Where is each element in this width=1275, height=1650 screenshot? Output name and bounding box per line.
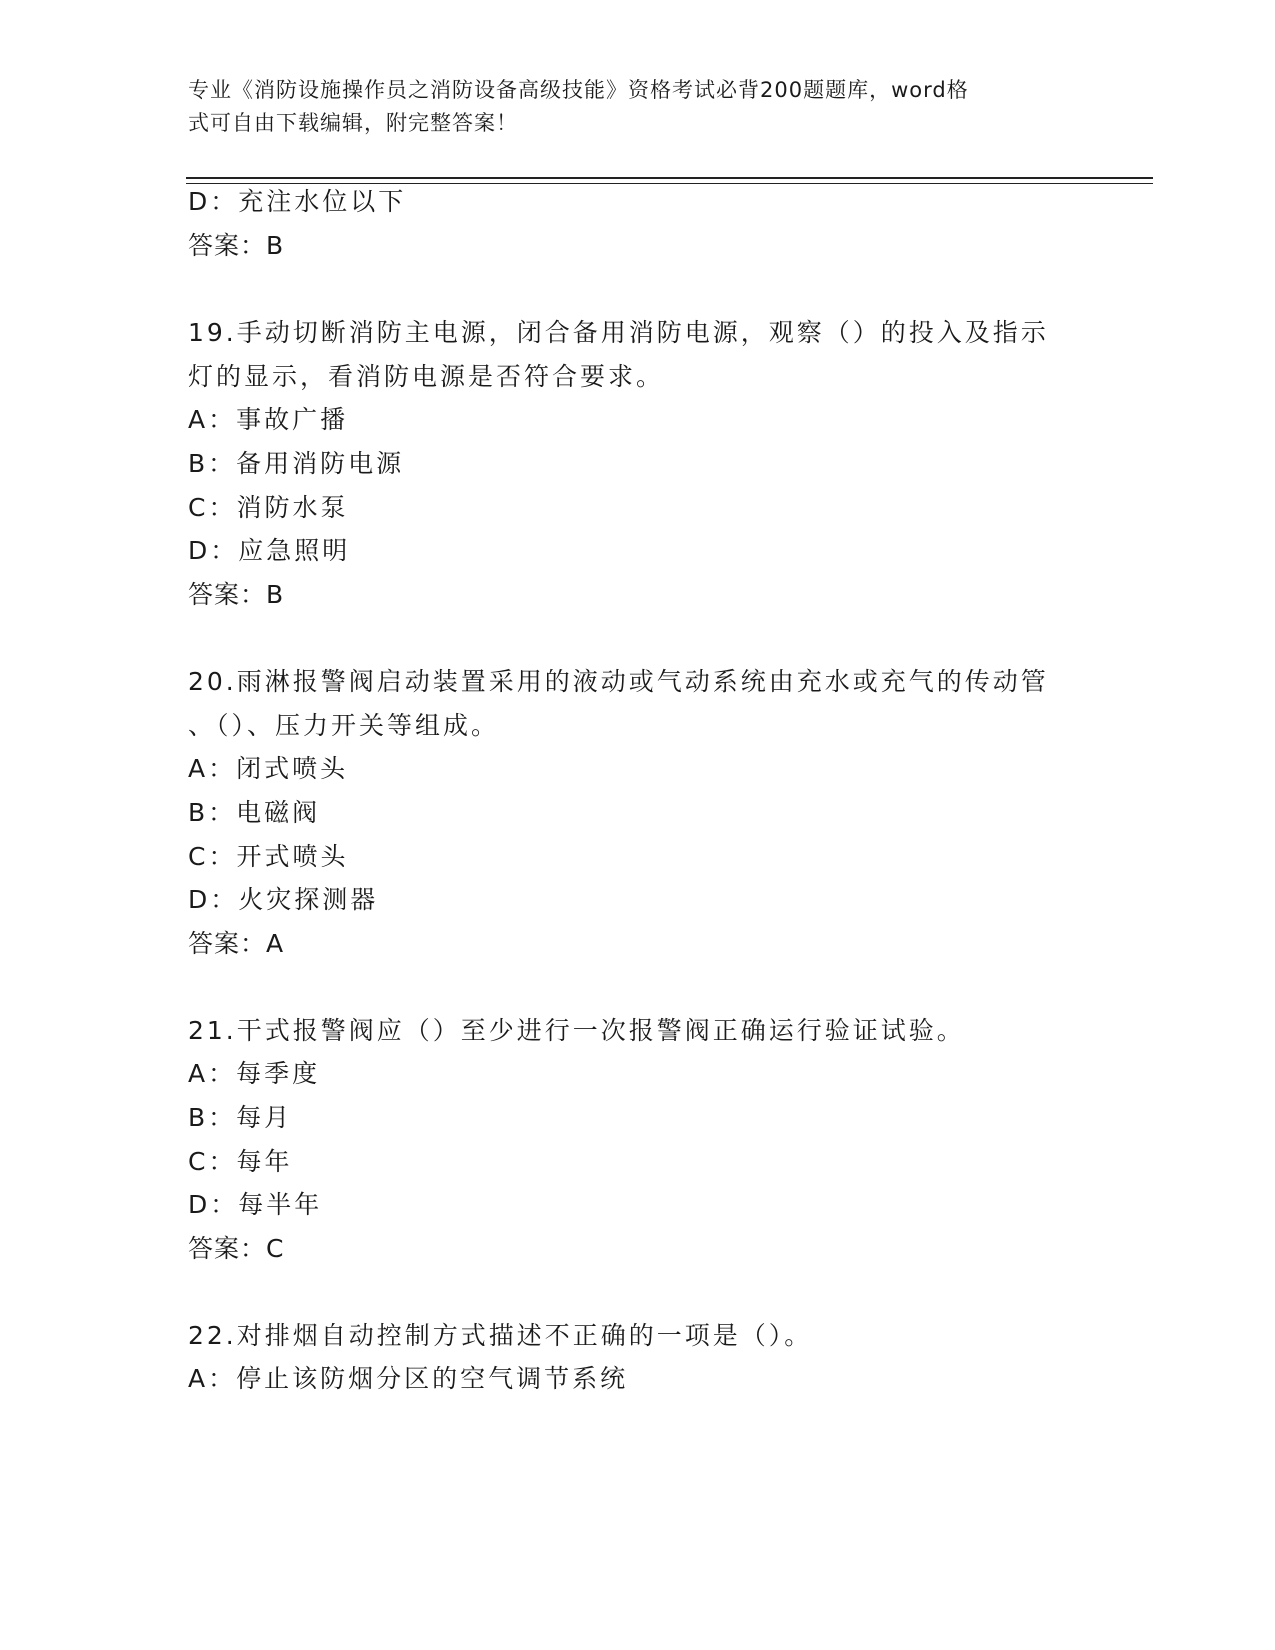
- q19-answer: 答案：B: [188, 580, 285, 609]
- header-rule-thick: [186, 177, 1153, 179]
- q22-stem-line-1: 22.对排烟自动控制方式描述不正确的一项是（）。: [188, 1321, 813, 1350]
- q19-option-d: D：应急照明: [188, 536, 351, 565]
- q20-option-d: D：火灾探测器: [188, 885, 379, 914]
- prev-option-d: D：充注水位以下: [188, 187, 407, 216]
- q20-option-b: B：电磁阀: [188, 798, 321, 827]
- q19-option-c: C：消防水泵: [188, 493, 349, 522]
- q19-option-b: B：备用消防电源: [188, 449, 405, 478]
- q20-answer: 答案：A: [188, 929, 285, 958]
- q20-stem-line-2: 、（）、压力开关等组成。: [188, 711, 500, 740]
- q21-option-a: A：每季度: [188, 1059, 321, 1088]
- header-line-1: 专业《消防设施操作员之消防设备高级技能》资格考试必背200题题库，word格: [188, 78, 969, 102]
- header-line-2: 式可自由下载编辑，附完整答案！: [188, 111, 518, 135]
- q20-stem-line-1: 20.雨淋报警阀启动装置采用的液动或气动系统由充水或充气的传动管: [188, 667, 1049, 696]
- document-header: [188, 74, 1088, 140]
- header-rule-thin: [186, 183, 1153, 184]
- q21-stem-line-1: 21.干式报警阀应（）至少进行一次报警阀正确运行验证试验。: [188, 1016, 965, 1045]
- q21-option-d: D：每半年: [188, 1190, 323, 1219]
- q19-stem-line-1: 19.手动切断消防主电源，闭合备用消防电源，观察（）的投入及指示: [188, 318, 1049, 347]
- q22-option-a: A：停止该防烟分区的空气调节系统: [188, 1364, 629, 1393]
- q19-stem-line-2: 灯的显示，看消防电源是否符合要求。: [188, 362, 665, 391]
- q20-option-c: C：开式喷头: [188, 842, 349, 871]
- q21-option-b: B：每月: [188, 1103, 293, 1132]
- q19-option-a: A：事故广播: [188, 405, 349, 434]
- q20-option-a: A：闭式喷头: [188, 754, 349, 783]
- q21-answer: 答案：C: [188, 1234, 285, 1263]
- q21-option-c: C：每年: [188, 1147, 293, 1176]
- prev-answer: 答案：B: [188, 231, 285, 260]
